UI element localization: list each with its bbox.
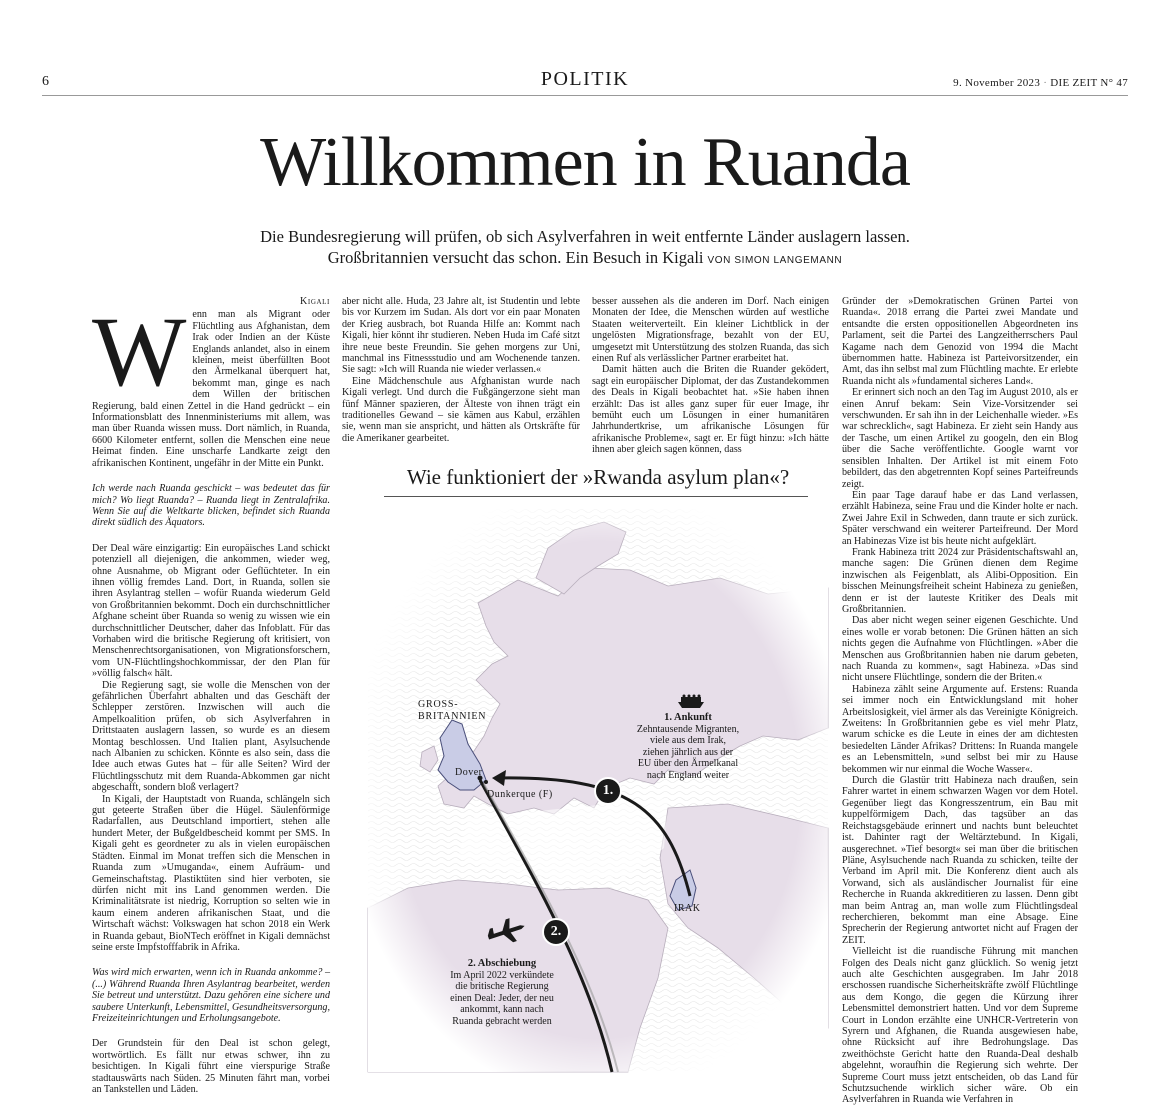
drop-cap: W — [92, 296, 187, 408]
paragraph: besser aussehen als die anderen im Dorf. Nach einigen Monaten der Idee, die Menschen würden auf westliche Staaten weiterverteilt. Ein kleiner Lichtblick in der ungelösten Migrationsfrage, bezahlt von der EU, umgesetzt mit Unterstützung des stolzen Ruanda, das sich einen Ruf als verlässlicher Partner erarbeitet hat. — [592, 296, 829, 365]
byline: VON SIMON LANGEMANN — [707, 255, 843, 266]
quote-infoblatt-1: Ich werde nach Ruanda geschickt – was bedeutet das für mich? Wo liegt Ruanda? – Ruanda liegt in Zentralafrika. Wenn Sie auf die Weltkarte blicken, befindet sich Ruanda direkt südlich des Äquators. — [92, 483, 330, 529]
paragraph: Er erinnert sich noch an den Tag im August 2010, als er einen Anruf bekam: Sein Vize-Vorsitzender sei verschwunden. Er sah ihn in der Leichenhalle wieder. »Es war schrecklich«, sagt Habineza. Er zieht sein Handy aus der Tasche, um einen Artikel zu googeln, den ein Blog über die Sache veröffentlichte. Google warnt vor sensiblen Inhalten. Der Artikel ist mit einem Foto bebildert, das den abgetrennten Kopf seines Parteifreunds zeigt. — [842, 387, 1078, 490]
paragraph: Eine Mädchenschule aus Afghanistan wurde nach Kigali verlegt. Und durch die Fußgängerzone sieht man fünf Männer spazieren, der Älteste von ihnen trägt ein traditionelles Gewand – sie kämen aus Kabul, erzählen sie, wenn man sie anspricht, und hätten als Ortskräfte für die Amerikaner gearbeitet. — [342, 375, 580, 444]
step-1-caption — [636, 712, 740, 781]
paragraph: Die Regierung sagt, sie wolle die Menschen von der gefährlichen Überfahrt abhalten und das Geschäft der Schlepper zerstören. Inzwischen will auch die Ampelkoalition prüfen, ob sich Asylverfahren in Drittstaaten auslagern lassen, so wurde es an diesem Montag beschlossen. Und Italien plant, Asylsuchende nach Albanien zu schicken. Könnte es also sein, dass die Idee auch etwas Gutes hat – für alle Seiten? Wird der Flüchtlingsschutz mit dem Ruanda-Abkommen gar nicht abgeschafft, sondern bloß verlagert? — [92, 679, 330, 794]
paragraph: enn man als Migrant oder Flüchtling aus Afghanistan, dem Irak oder Indien an der Küste Englands anlandet, also in einem kleinen, meist überfüllten Boot den Ärmelkanal überquert hat, bekommt man, ginge es nach dem Willen der britischen Regierung, bald einen Zettel in die Hand gedrückt – ein Informationsblatt des Innenministeriums mit allem, was man über Ruanda wissen muss. Dort nämlich, in Ruanda, 6600 Kilometer entfernt, sollen die Menschen eine neue Heimat finden. Eine unscharfe Landkarte zeigt den afrikanischen Kontinent, ungefähr in der Mitte ein Punkt. — [92, 309, 330, 469]
column-2 — [342, 296, 580, 444]
label-great-britain-line-1: GROSS- — [418, 699, 459, 710]
paragraph: Damit hätten auch die Briten die Ruander geködert, sagt ein europäischer Diplomat, der das Zustandekommen des Deals in Kigali beobachtet hat. »Sie haben ihnen erzählt: Das ist alles ganz super für euer Image, ihr bemüht euch um Lösungen in einer humanitären Jahrhundertkrise, um afrikanische Lösungen für afrikanische Probleme«, sagt er. Er fügt hinzu: »Ich hätte ihnen aber gleich sagen können, dass — [592, 364, 829, 456]
quote-infoblatt-2: Was wird mich erwarten, wenn ich in Ruanda ankomme? – (...) Während Ruanda Ihren Asylantrag bearbeitet, werden Sie betreut und unterstützt. Dazu gehören eine sichere und saubere Unterkunft, Lebensmittel, Gesundheitsversorgung, Freizeiteinrichtungen und Erholungsangebote. — [92, 967, 330, 1024]
column-3 — [592, 296, 829, 456]
label-dover: Dover — [455, 767, 483, 778]
lede-line-2-text: Großbritannien versucht das schon. Ein Besuch in Kigali — [327, 248, 704, 267]
step-1-text: Zehntausende Migranten, viele aus dem Irak, ziehen jährlich aus der EU über den Ärmelkanal nach England weiter — [636, 723, 740, 781]
paragraph: Gründer der »Demokratischen Grünen Partei von Ruanda«. 2018 errang die Partei zwei Mandate und entsandte die ersten oppositionellen Abgeordneten ins Parlament, seit die Partei des Langzeitherrschers Paul Kagame nach dem Genozid von 1994 die Macht übernommen hatte. Habineza ist Parteivorsitzender, ein Amt, das ihn selbst mal zum Flüchtling machte. Er erlebte Ruanda nicht als »fundamental sicheres Land«. — [842, 296, 1078, 387]
paragraph: Vielleicht ist die ruandische Führung mit manchen Folgen des Deals nicht ganz glücklich. So wenig jetzt auch alte Geschichten ausgegraben. Im Jahr 2018 erschossen ruandische Sicherheitskräfte zwölf Flüchtlinge aus dem Kongo, die gegen die Kürzung ihrer Lebensmittel demonstriert hatten. Und vor dem Supreme Court in London erzählte eine UNHCR-Vertreterin von Syrern und Afghanen, die Ruanda ausgewiesen habe, ohne Rücksicht auf ihre Bedrohungslage. Das zweithöchste Gericht hatte den Ruanda-Deal deshalb abgelehnt, woraufhin die Regierung sich wehrte. Der Supreme Court muss jetzt entscheiden, ob das Land für Schutzsuchende wirklich sicher wäre. Ob ein Asylverfahren in Ruanda wie Verfahren in — [842, 946, 1078, 1106]
label-great-britain-line-2: BRITANNIEN — [418, 711, 487, 722]
label-great-britain — [418, 699, 486, 723]
header-rule — [42, 95, 1128, 96]
label-dunkerque: Dunkerque (F) — [487, 789, 553, 800]
paragraph: Das aber nicht wegen seiner eigenen Geschichte. Und eines wolle er vorab betonen: Die Grünen hätten an sich nichts gegen die Aufnahme von Flüchtlingen. »Aber die Menschen aus Großbritannien haben nie darum gebeten, nach Ruanda zu kommen«, sagt Habineza. »Das sind nicht unsere Flüchtlinge, sondern die der Briten.« — [842, 615, 1078, 684]
article-lede — [0, 226, 1170, 271]
paragraph: Frank Habineza tritt 2024 zur Präsidentschaftswahl an, manche sagen: Die Grünen dienen dem Regime inzwischen als Feigenblatt, als Alibi-Opposition. Ein bisschen Meinungsfreiheit scheint Habineza zu genießen, denn er ist der lauteste Kritiker des Deals mit Großbritannien. — [842, 546, 1078, 615]
lede-line-2 — [0, 247, 1170, 271]
page-number: 6 — [42, 74, 49, 89]
paragraph: In Kigali, der Hauptstadt von Ruanda, schlängeln sich gut geteerte Straßen über die Hügel. Säulenförmige Radarfallen, aus Deutschland importiert, stehen alle hundert Meter, der Bußgeldbescheid kommt per SMS. In Kigali geht es geordneter zu als in vielen europäischen Städten. Einmal im Monat treffen sich die Menschen in Ruanda zum »Umuganda«, einem Aufräum- und Gemeinschaftstag. Plastiktüten sind hier verboten, sie dürfen nicht mit ins Land genommen werden. Die Kriminalitätsrate ist niedrig, Korruption so selten wie in kaum einem anderen afrikanischen Staat, und die Wirtschaft wächst: Volkswagen hat schon 2018 ein Werk in Ruanda gebaut, BioNTech eröffnet in Kigali demnächst seine erste Impfstofffabrik in Afrika. — [92, 793, 330, 953]
step-2-title: 2. Abschiebung — [467, 958, 537, 969]
issue-info: 9. November 2023 · DIE ZEIT N° 47 — [953, 77, 1128, 89]
paragraph: aber nicht alle. Huda, 23 Jahre alt, ist Studentin und lebte bis vor Kurzem im Sudan. Als dort vor ein paar Monaten der Krieg ausbrach, bot Ruanda Hilfe an: Kommt nach Kigali, hier könnt ihr studieren. Neben Huda im Café sitzt ihre neue beste Freundin. Sie gehen morgens zur Uni, manchmal ins Fitnessstudio und am Wochenende tanzen. Sie sagt: »Ich will Ruanda nie wieder verlassen.« — [342, 296, 580, 376]
column-1 — [92, 296, 330, 1095]
dateline: Kigali — [300, 296, 330, 307]
dunkerque-dot — [484, 780, 488, 784]
label-irak: IRAK — [674, 903, 701, 914]
article-title: Willkommen in Ruanda — [260, 124, 910, 201]
step-2-caption — [448, 958, 556, 1027]
paragraph: Habineza zählt seine Argumente auf. Erstens: Ruanda sei immer noch ein Entwicklungsland mit hoher Arbeitslosigkeit, viel ärmer als das Vereinigte Königreich. Zweitens: In Großbritannien gebe es viel mehr Platz, warum schicke es die Leute in eines der am dichtesten besiedelten Länder Afrikas? Drittens: In Ruanda mangele es an Lebensmitteln, »und selbst bei mir zu Hause bekommen wir nur einmal die Woche Wasser«. — [842, 683, 1078, 775]
step-2-badge: 2. — [542, 918, 570, 946]
paragraph: Der Grundstein für den Deal ist schon gelegt, wortwörtlich. Es fällt nur etwas schwer, ihn zu besichtigen. In Kigali führt eine vierspurige Straße stadtauswärts nach Süden. 25 Minuten fährt man, vorbei an Tankstellen und Läden. — [92, 1038, 330, 1095]
step-2-text: Im April 2022 verkündete die britische Regierung einen Deal: Jeder, der neu ankommt, kann nach Ruanda gebracht werden — [450, 969, 554, 1027]
step-1-badge: 1. — [594, 777, 622, 805]
issue-date: 9. November 2023 — [953, 77, 1041, 89]
paragraph: Der Deal wäre einzigartig: Ein europäisches Land schickt potenziell all diejenigen, die ankommen, wieder weg, ohne Ausnahme, ob Migrant oder Geflüchteter. In ein ihnen völlig fremdes Land. Dort, in Ruanda, sollen sie ihren Asylantrag stellen – wofür Ruanda wiederum Geld von Großbritannien bekommt. Doch ein durchschnittlicher Afghane scheint über Ruanda so wenig zu wissen wie ein durchschnittlicher Deutscher, daher das Infoblatt. Für das Vorhaben wird die britische Regierung oft kritisiert, von Menschenrechtsorganisationen, von Migrationsforschern, vom UN-Flüchtlingshochkommissar, der den Plan für »völlig falsch« hält. — [92, 542, 330, 680]
issue-number: N° 47 — [1100, 77, 1128, 89]
column-4 — [842, 296, 1078, 1106]
lede-line-1: Die Bundesregierung will prüfen, ob sich Asylverfahren in weit entfernte Länder auslagern lassen. — [260, 227, 910, 246]
step-1-title: 1. Ankunft — [664, 712, 712, 723]
paragraph: Ein paar Tage darauf habe er das Land verlassen, erzählt Habineza, seine Frau und die Kinder holte er nach. Zwei Jahre Exil in Schweden, dann traute er sich zurück. Später verschwand ein weiterer Parteifreund. Der Mord an Habinezas Vize ist bis heute nicht aufgeklärt. — [842, 489, 1078, 547]
section-title: POLITIK — [540, 68, 630, 90]
graphic-title-rule — [384, 496, 808, 497]
graphic-title: Wie funktioniert der »Rwanda asylum plan«? — [406, 465, 790, 489]
publication-name: DIE ZEIT — [1050, 77, 1098, 89]
paragraph: Durch die Glastür tritt Habineza nach draußen, sein Fahrer wartet in einem schwarzen Wagen vor dem Hotel. Gegenüber liegt das Kongresszentrum, ein Bau mit kuppelförmigem Dach, das tagsüber an das Reichstagsgebäude erinnert und nachts bunt beleuchtet ist. Dahinter ragt der Weltärztebund. In Kigali, ausgerechnet. »Tief besorgt« sei man über die britischen Pläne, Asylsuchende nach Ruanda zu schicken, teilte der Verband im April mit. Die Konferenz dient auch als Vorwand, sich als ausländischer Journalist für eine Recherche in Ruanda akkreditieren zu lassen. Denn gibt man beim Antrag an, man wolle zum Flüchtlingsdeal recherchieren, bekommt man eine Absage. Eine Sprecherin der Regierung antwortet nicht auf Fragen der ZEIT. — [842, 775, 1078, 946]
